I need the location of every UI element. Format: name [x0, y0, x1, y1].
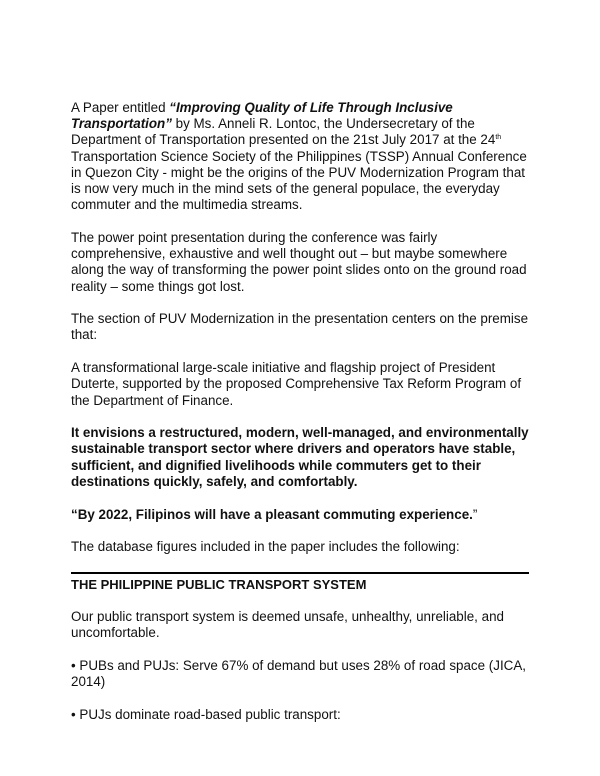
intro-middle: by Ms. Anneli R. Lontoc, the Undersecretary of the Department of Transportation presented on the 21st July 2017 at the 24 [71, 116, 496, 148]
transport-system-paragraph: Our public transport system is deemed unsafe, unhealthy, unreliable, and uncomfortable. [71, 609, 504, 641]
vision-paragraph: It envisions a restructured, modern, well-managed, and environmentally sustainable transport sector where drivers and operators have stable, sufficient, and dignified livelihoods while commuters get to their destinations quickly, safely, and comfortably. [71, 425, 529, 489]
quote-close: ” [472, 506, 478, 522]
initiative-paragraph: A transformational large-scale initiative and flagship project of President Duterte, supported by the proposed Comprehensive Tax Reform Program of the Department of Finance. [71, 360, 522, 408]
paper-title: “Improving Quality of Life Through Inclusive Transportation” [71, 100, 453, 132]
section-heading: THE PHILIPPINE PUBLIC TRANSPORT SYSTEM [71, 576, 367, 592]
intro-prefix: A Paper entitled [71, 100, 170, 115]
quote-paragraph [71, 507, 533, 523]
quote-text: “By 2022, Filipinos will have a pleasant commuting experience. [71, 506, 473, 522]
ordinal-suffix: th [495, 134, 502, 142]
document-page [71, 100, 533, 740]
database-paragraph: The database figures included in the paper includes the following: [71, 539, 460, 555]
section-divider [71, 572, 529, 574]
presentation-paragraph: The power point presentation during the conference was fairly comprehensive, exhaustive and well thought out – but maybe somewhere along the way of transforming the power point slides onto on the ground road reality – some things got lost. [71, 229, 527, 294]
bullet-item: • PUBs and PUJs: Serve 67% of demand but uses 28% of road space (JICA, 2014) [71, 658, 526, 690]
bullet-item: • PUJs dominate road-based public transport: [71, 706, 341, 722]
intro-rest: Transportation Science Society of the Philippines (TSSP) Annual Conference in Quezon City - might be the origins of the PUV Modernization Program that is now very much in the mind sets of the general populace, the everyday commuter and the multimedia streams. [71, 148, 527, 213]
intro-paragraph [71, 100, 533, 213]
section-premise-paragraph: The section of PUV Modernization in the presentation centers on the premise that: [71, 311, 529, 343]
